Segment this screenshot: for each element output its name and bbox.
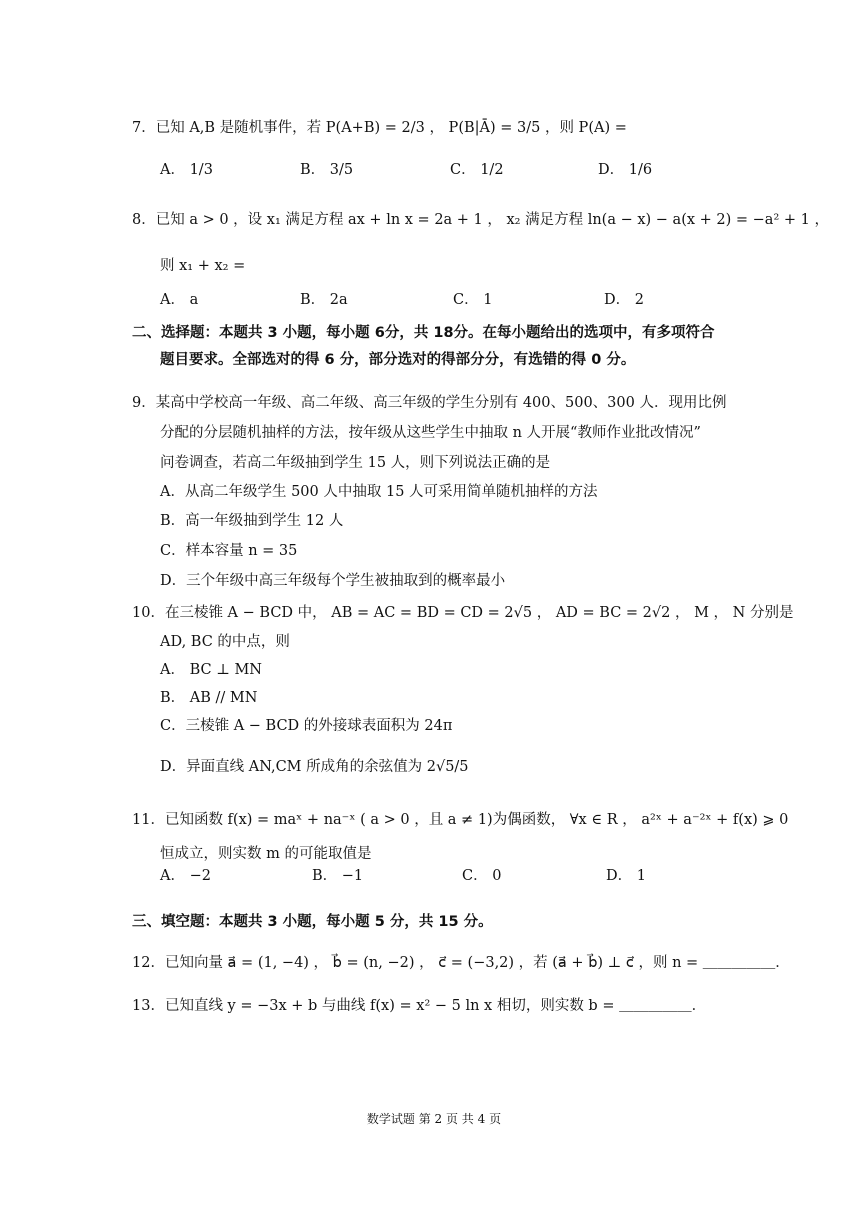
q10-option-d: D．异面直线 AN,CM 所成角的余弦值为 2√5/5 [160, 759, 469, 775]
q9-option-a: A．从高二年级学生 500 人中抽取 15 人可采用简单随机抽样的方法 [160, 484, 598, 500]
q7-text: 7．已知 A,B 是随机事件，若 P(A+B) = 2/3 ， P(B|Ā) = 3/5 ，则 P(A) = [132, 120, 627, 136]
q8-stem-line2: 则 x₁ + x₂ = [160, 258, 246, 274]
q10-stem-line1: 10．在三棱锥 A − BCD 中， AB = AC = BD = CD = 2√5 ， AD = BC = 2√2 ， M ， N 分别是 [132, 605, 794, 621]
q11-option-b: B． −1 [312, 868, 364, 884]
q7-option-c: C． 1/2 [450, 162, 504, 178]
q12-stem: 12．已知向量 a⃗ = (1, −4) ， b⃗ = (n, −2) ， c⃗ = (−3,2) ，若 (a⃗ + b⃗) ⊥ c⃗ ，则 n = ＿＿＿＿＿． [132, 955, 790, 971]
q10-option-c: C．三棱锥 A − BCD 的外接球表面积为 24π [160, 718, 453, 734]
q10-option-a: A． BC ⊥ MN [160, 662, 262, 678]
section2-heading-line2: 题目要求。全部选对的得 6 分，部分选对的得部分分，有选错的得 0 分。 [160, 352, 636, 368]
q11-stem-line2: 恒成立，则实数 m 的可能取值是 [160, 846, 372, 862]
q7-stem [132, 118, 627, 138]
q10-stem-line2: AD, BC 的中点，则 [160, 634, 290, 650]
q9-option-b: B．高一年级抽到学生 12 人 [160, 513, 344, 529]
page-footer: 数学试题 第 2 页 共 4 页 [366, 1112, 502, 1126]
q11-option-a: A． −2 [160, 868, 211, 884]
q9-stem-line1: 9．某高中学校高一年级、高二年级、高三年级的学生分别有 400、500、300 人．现用比例 [132, 395, 727, 411]
q8-option-c: C． 1 [453, 292, 493, 308]
q10-option-b: B． AB // MN [160, 690, 258, 706]
q7-option-b: B． 3/5 [300, 162, 354, 178]
section3-heading: 三、填空题：本题共 3 小题，每小题 5 分，共 15 分。 [132, 914, 493, 930]
q7-option-d: D． 1/6 [598, 162, 653, 178]
q13-stem: 13．已知直线 y = −3x + b 与曲线 f(x) = x² − 5 ln x 相切，则实数 b = ＿＿＿＿＿． [132, 998, 707, 1014]
q9-stem-line2: 分配的分层随机抽样的方法，按年级从这些学生中抽取 n 人开展“教师作业批改情况” [160, 425, 701, 441]
q9-stem-line3: 问卷调查，若高二年级抽到学生 15 人，则下列说法正确的是 [160, 455, 551, 471]
q8-option-d: D． 2 [604, 292, 644, 308]
q7-option-a: A． 1/3 [160, 162, 213, 178]
q9-option-d: D．三个年级中高三年级每个学生被抽取到的概率最小 [160, 573, 506, 589]
q11-option-d: D． 1 [606, 868, 646, 884]
q9-option-c: C．样本容量 n = 35 [160, 543, 298, 559]
q8-stem-line1: 8．已知 a > 0 ，设 x₁ 满足方程 ax + ln x = 2a + 1 ， x₂ 满足方程 ln(a − x) − a(x + 2) = −a² + 1 ， [132, 212, 829, 228]
q8-option-b: B． 2a [300, 292, 348, 308]
q8-option-a: A． a [160, 292, 199, 308]
q11-stem-line1: 11．已知函数 f(x) = maˣ + na⁻ˣ ( a > 0 ，且 a ≠ 1)为偶函数， ∀x ∈ R ， a²ˣ + a⁻²ˣ + f(x) ⩾ 0 [132, 812, 789, 828]
section2-heading-line1: 二、选择题：本题共 3 小题，每小题 6分，共 18分。在每小题给出的选项中，有多项符合 [132, 325, 715, 341]
q11-option-c: C． 0 [462, 868, 502, 884]
